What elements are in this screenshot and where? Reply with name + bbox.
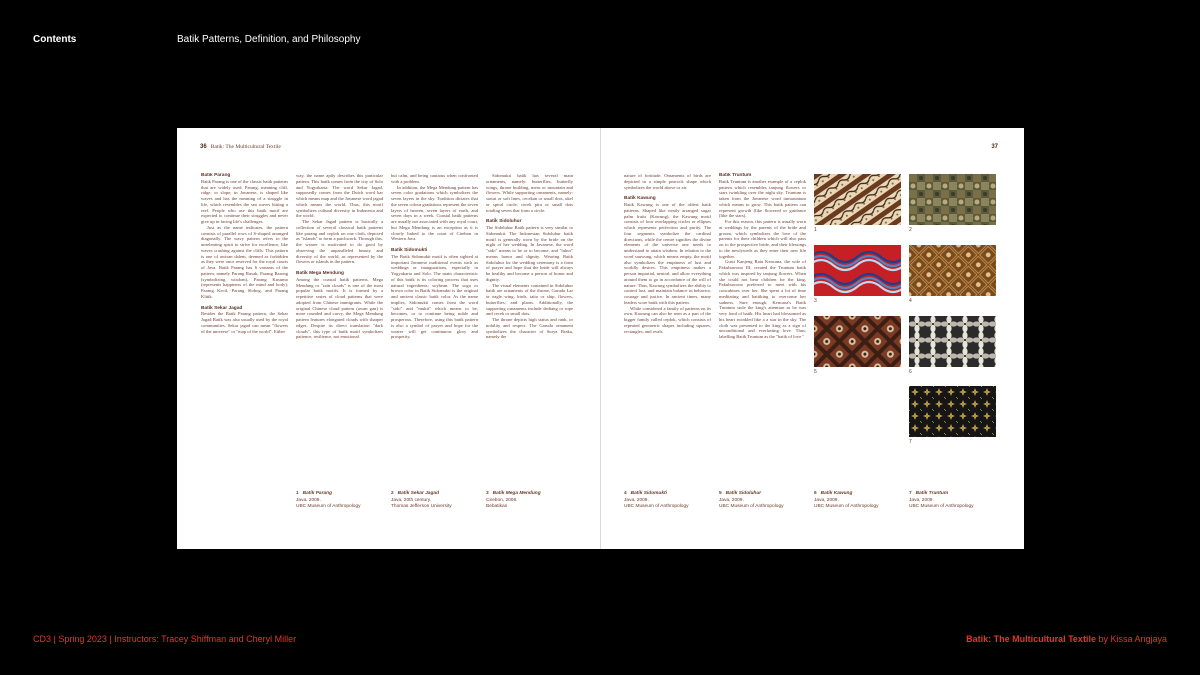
heading-batik-kawung: Batik Kawung — [624, 196, 656, 202]
caption-line: Java, 2009. — [909, 497, 934, 503]
slide-title: Batik Patterns, Definition, and Philosophy — [177, 34, 361, 45]
figure-number: 1 — [814, 227, 817, 233]
batik-sidoluhur-swatch — [814, 316, 901, 367]
text-column-2 — [296, 173, 383, 493]
heading-batik-sekar-jagad: Batik Sekar Jagad — [201, 305, 243, 311]
paragraph: nature of fortitude. Ornaments of birds are depicted in a simple peacock shape which symbolizes the world above or air. — [624, 173, 711, 190]
caption-number: 5 — [719, 491, 722, 496]
caption-line: UBC Museum of Anthropology — [624, 504, 689, 509]
figure-number: 2 — [909, 227, 912, 233]
paragraph: The visual elements contained in Sidoluhur batik are ornaments of the throne, Garuda Lar or eagle wing, birds, taito or ship, flowers, butterflies, and plants. Additionally, the supporting ornaments include dediang or rope and cecek or small dots. — [486, 282, 573, 317]
heading-batik-truntum: Batik Truntum — [719, 173, 752, 178]
caption-line: UBC Museum of Anthropology — [909, 504, 974, 509]
paragraph: Batik Parang is one of the classic batik patterns that are widely used. Parang, meaning cliff, ridge, or slope, in Javanese, is shaped like waves and has the meaning of a struggle in life, which resembles the sea waves hitting a reef. People who use this batik motif are expected to continue their struggles and never give up in facing life's challenges. — [201, 178, 288, 224]
paragraph: Just as the name indicates, the pattern consists of parallel rows of S-shaped arranged diagonally. The wavy pattern refers to the unrelenting spirit to strive for excellence, like waves crashing against the cliffs. This pattern is one of awisan dalem, deemed as forbidden as they were once reserved for the royal courts of Java. Batik Parang has 6 variants of the pattern, namely Parang Rusak, Parang Barong (symbolizing wisdom), Parang Kusumo (represents happiness of the mind and body), Parang Kecil, Parang Slobog, and Parang Klitik. — [201, 224, 288, 299]
paragraph: While considered a family of patterns on its own, Kawung can also be seen as a part of the bigger family called ceplok, which consists of repeated geometric shapes including squares, rectangles, and ovals. — [624, 305, 711, 334]
heading-batik-parang: Batik Parang — [201, 173, 231, 178]
footer-author: by Kissa Angjaya — [1095, 634, 1167, 644]
text-column-6 — [719, 173, 806, 493]
page-number-right: 37 — [991, 144, 998, 150]
batik-parang-swatch — [814, 174, 901, 225]
batik-kawung-swatch — [909, 316, 996, 367]
paragraph: Besides the Batik Parang pattern, the Sekar Jagad Batik was also usually used by the royal communities. Sekar jagad can mean "flowers of the universe" or "map of the world". Either — [201, 311, 288, 334]
paragraph: The Sekar Jagad pattern is basically a collection of several classical batik patterns like parang and ceplok on one cloth, depicted as "islands" to form a patchwork. Through this, the wearer is motivated to do good by observing the unparalleled beauty and diversity of the world, as represented by the flowers or islands in the pattern. — [296, 219, 383, 265]
paragraph: The Batik Sidomukti motif is often sighted at important Javanese traditional events such as weddings or inaugurations, especially in Yogyakarta and Solo. The main characteristic of this batik is its coloring process that uses natural ingredients: soybean. The soga or brown color in Batik Sidomukti is the original and ancient classic batik color. As the name implies, Sidomukti comes from the word "sido" and "mukti" which means to be, becomes, or to continue being noble and prosperous. Therefore, using this batik pattern is also a symbol of prayer and hope for the wearer will get continuous glory and prosperity. — [391, 253, 478, 340]
paragraph: In addition, the Mega Mendung pattern has seven color gradations which symbolizes the seven layers in the sky. Tradition dictates that the seven colour gradations represent the seven layers of heaven, seven layers of earth, and seven days in a week. Coastal batik patterns are usually not associated with any royal court, but Mega Mendung is an exception as it is closely linked to the court of Cirebon in Western Java. — [391, 184, 478, 242]
running-head: Batik: The Multicultural Textile — [210, 144, 281, 150]
caption-number: 2 — [391, 491, 394, 496]
figure-number: 7 — [909, 439, 912, 445]
caption-title: Batik Mega Mendung — [492, 491, 541, 496]
caption-line: Thomas Jefferson University — [391, 504, 452, 509]
caption-line: UBC Museum of Anthropology — [296, 504, 361, 509]
footer-credit — [966, 634, 1167, 644]
caption-line: Java, 2009. — [719, 497, 744, 503]
caption-3 — [486, 491, 574, 511]
caption-number: 1 — [296, 491, 299, 496]
figure-number: 5 — [814, 369, 817, 375]
caption-title: Batik Sidomukti — [630, 491, 667, 496]
caption-line: Java, 2009. — [296, 497, 321, 503]
paragraph: Among the coastal batik patterns, Mega Mendung or "rain clouds" is one of the most popular batik motifs. It is formed by a repetitive series of cloud patterns that were adopted from Chinese immigrants. While the original Chinese cloud pattern (awan gan) is more rounded and curvy, the Mega Mendung pattern features elongated clouds with sharper edges. Despite its direct translation "dark clouds", this type of batik motif symbolizes patience, resilience, not emotional — [296, 276, 383, 340]
caption-number: 7 — [909, 491, 912, 496]
right-folio — [991, 144, 1002, 150]
caption-number: 4 — [624, 491, 627, 496]
page-number-left: 36 — [200, 144, 207, 150]
figure-number: 4 — [909, 298, 912, 304]
heading-batik-sidomukti: Batik Sidomukti — [391, 248, 428, 253]
text-column-1 — [201, 173, 288, 493]
caption-number: 3 — [486, 491, 489, 496]
caption-line: Java, 20th century. — [391, 497, 432, 503]
caption-title: Batik Truntum — [915, 491, 949, 496]
caption-1 — [296, 491, 384, 511]
caption-6 — [814, 491, 902, 511]
heading-batik-sidoluhur: Batik Sidoluhur — [486, 219, 522, 225]
caption-line: Java, 2009. — [814, 497, 839, 503]
batik-mega-mendung-swatch — [814, 245, 901, 296]
caption-title: Batik Kawung — [820, 491, 853, 496]
book-spread — [177, 128, 1024, 549]
caption-line: UBC Museum of Anthropology — [814, 504, 879, 509]
caption-line: Bebatikan — [486, 504, 508, 509]
paragraph: way, the name aptly describes this particular pattern. This batik comes from the city of Solo and Yogyakarta. The word Sekar Jagad, supposedly comes from the Dutch word kar which means map and the Javanese word jagad which means the world. Thus, this motif symbolizes cultural diversity in Indonesia and the world. — [296, 173, 383, 219]
caption-number: 6 — [814, 491, 817, 496]
batik-sidomukti-swatch — [909, 245, 996, 296]
batik-sekar-jagad-swatch — [909, 174, 996, 225]
heading-batik-mega-mendung: Batik Mega Mendung — [296, 271, 344, 276]
caption-line: Cirebon, 2006. — [486, 497, 518, 503]
caption-line: Java, 2009. — [624, 497, 649, 503]
paragraph: The Sidoluhur Batik pattern is very similar to Sidomukti. The Indonesian Sidoluhur batik motif is generally worn by the bride on the night of her wedding. In Javanese, the word "sido" means to be or to become, and "luhur" means honor and dignity. Wearing Batik Sidoluhur for the wedding ceremony is a form of prayer and hope that the bride will always be healthy and become a person of honor and dignity. — [486, 225, 573, 282]
caption-7 — [909, 491, 997, 511]
caption-title: Batik Sekar Jagad — [397, 491, 440, 496]
caption-title: Batik Sidoluhur — [725, 491, 762, 496]
caption-title: Batik Parang — [302, 491, 332, 496]
paragraph: For this reason, this pattern is usually worn at weddings by the parents of the bride and groom, which symbolizes the love of the parents for their children which will also pass on to the prospective bride, and their blessings to the newlyweds as they enter their new life together. — [719, 219, 806, 259]
batik-truntum-swatch — [909, 386, 996, 437]
contents-label[interactable]: Contents — [33, 34, 77, 45]
footer-course-info: CD3 | Spring 2023 | Instructors: Tracey Shiffman and Cheryl Miller — [33, 634, 297, 644]
text-column-4 — [486, 173, 573, 493]
caption-2 — [391, 491, 479, 511]
paragraph: Batik Truntum is another example of a ceplok pattern which resembles tanjung flowers or stars twinkling over the night sky. Truntum is taken from the Javanese word tumaruntum which means to grow. This batik pattern can represent growth (like flowered or guidance (like the stars). — [719, 178, 806, 219]
text-column-5 — [624, 173, 711, 493]
caption-4 — [624, 491, 712, 511]
paragraph: Batik Kawung is one of the oldest batik patterns. Shaped like neatly arranged sugar palm fruits (Kawung), the Kawung motif consists of four overlapping circles or ellipses which represents perfection and purity. The four segments symbolize the cardinal directions, while the centre signifies the divine elements of the universe one needs to understand to attain wisdom. In relation to the word sauwung, which means empty, the motif also symbolizes the emptiness of lust and worldly desires. This emptiness makes a person impartial, neutral, and allow everything around them to go in accordance of the will of nature. Thus, Kawung symbolizes the ability to control lust, and maintain balance in behavior, courage and justice. In ancient times, many leaders wore batik with this pattern. — [624, 202, 711, 305]
paragraph: Gusti Kanjeng Ratu Kencana, the wife of Pakubuwono III, created the Truntum batik which was inspired by tanjung flowers. When she could not bear children for the king, Pakubuwono preferred to meet with his concubines over her. She spent a lot of time meditating and battiking to overcome her sadness. Sure enough, Kencana's Batik Truntum stole the king's attention as he was very fond of batik. His heart had blossomed as his heart twinkled like a a star in the sky. The cloth was presented to the king as a sign of unconditional and everlasting love. Thus, labelling Batik Truntum as the "batik of love." — [719, 259, 806, 339]
paragraph: but calm, and being cautious when confronted with a problem. — [391, 173, 478, 184]
caption-5 — [719, 491, 807, 511]
paragraph: The throne depicts high status and rank, or nobility and respect. The Garuda ornament symbolizes the character of Surya Braka, namely the — [486, 317, 573, 340]
figure-number: 3 — [814, 298, 817, 304]
caption-line: UBC Museum of Anthropology — [719, 504, 784, 509]
footer-book-title: Batik: The Multicultural Textile — [966, 634, 1096, 644]
paragraph: Sidomukti batik has several main ornaments, namely: butterflies, butterfly wings, throne building, meru or mountain and flowers. While supporting ornaments, namely: sawat or soft lines, cecekan or small dots, ukel or spiral circle, cecek pitu or small dots totaling seven that form a circle. — [486, 173, 573, 213]
figure-number: 6 — [909, 369, 912, 375]
text-column-3 — [391, 173, 478, 493]
left-folio — [200, 144, 281, 150]
